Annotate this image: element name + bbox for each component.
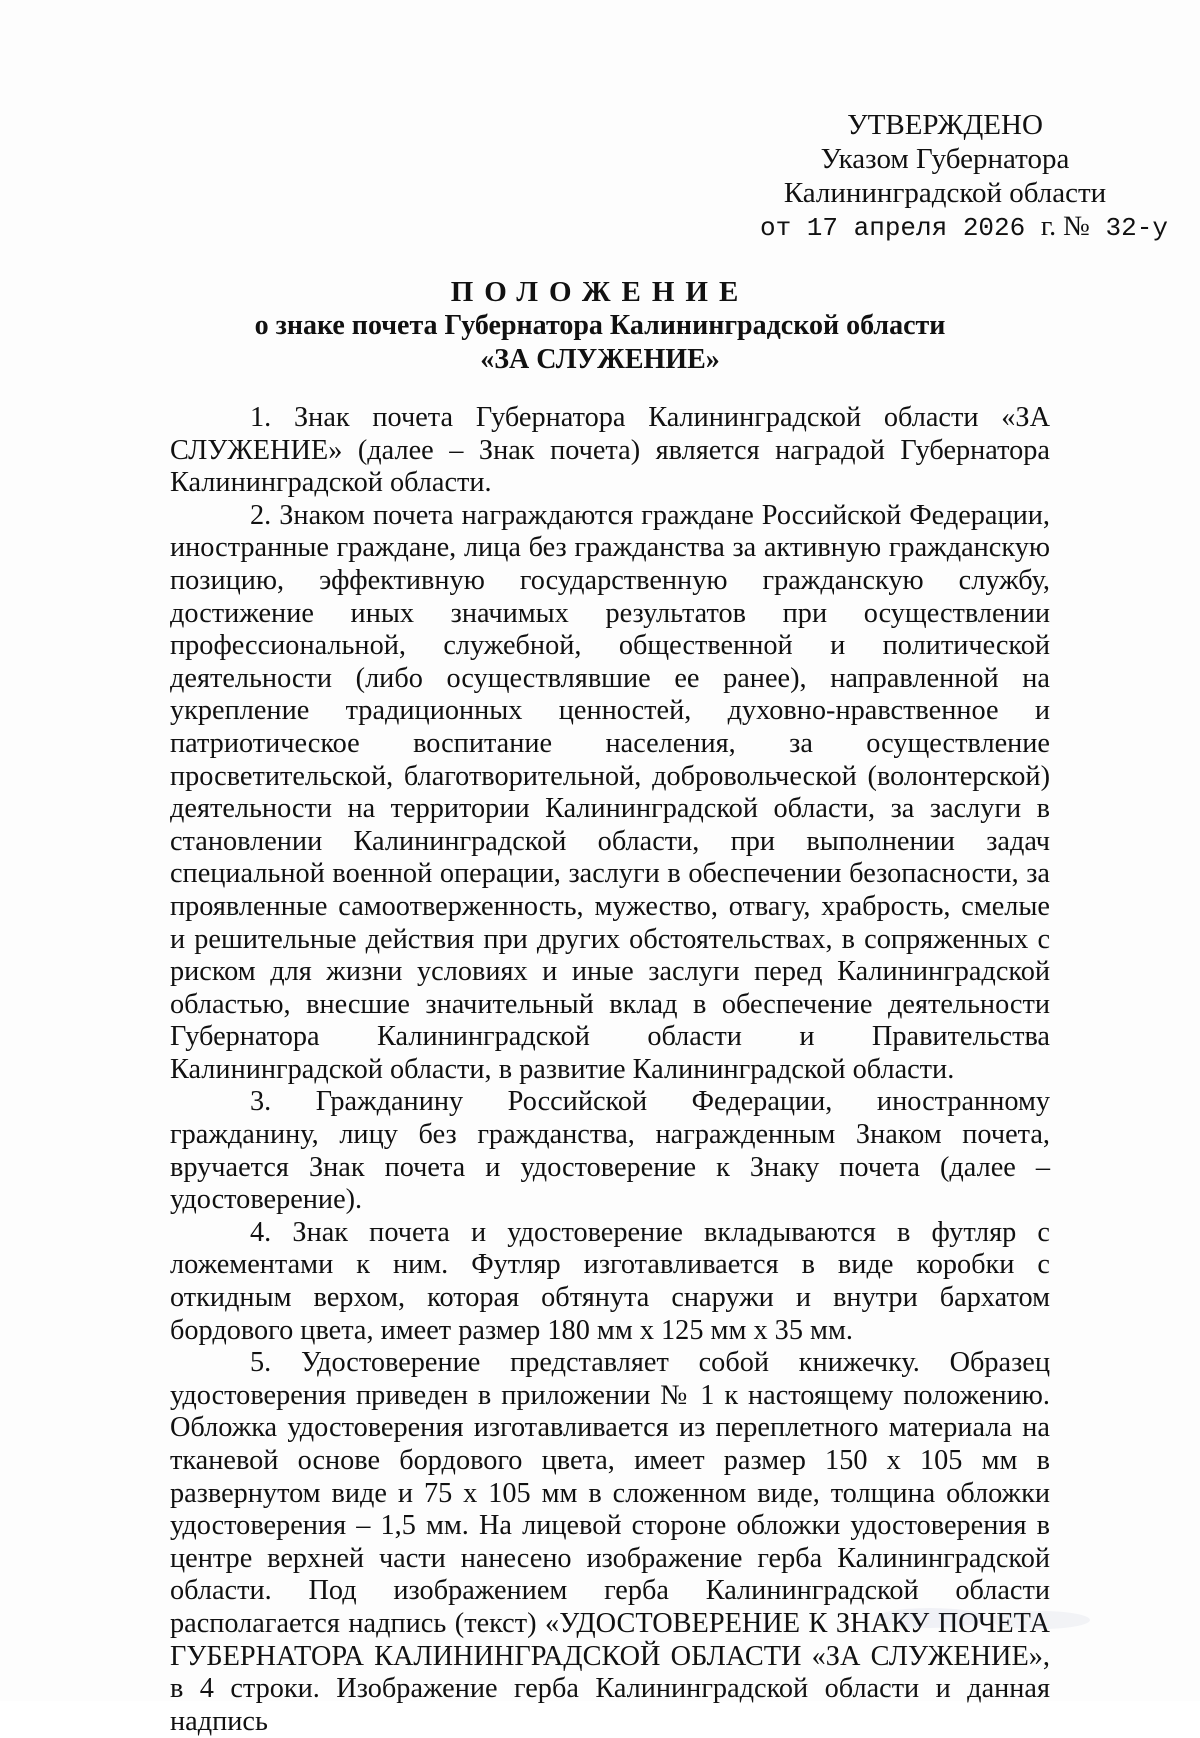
approval-date: от 17 апреля 2026 (760, 213, 1026, 243)
paragraph-5: 5. Удостоверение представляет собой книжечку. Образец удостоверения приведен в приложении № 1 к настоящему положению. Обложка удостоверения изготавливается из переплетного материала на тканевой основе бордового цвета, имеет размер 150 х 105 мм в развернутом виде и 75 х 105 мм в сложенном виде, толщина обложки удостоверения – 1,5 мм. На лицевой стороне обложки удостоверения в центре верхней части нанесено изображение герба Калининградской области. Под изображением герба Калининградской области располагается надпись (текст) «УДОСТОВЕРЕНИЕ К ЗНАКУ ПОЧЕТА ГУБЕРНАТОРА КАЛИНИНГРАДСКОЙ ОБЛАСТИ «ЗА СЛУЖЕНИЕ», в 4 строки. Изображение герба Калининградской области и данная надпись (170, 1347, 1050, 1737)
paragraph-1: 1. Знак почета Губернатора Калининградской области «ЗА СЛУЖЕНИЕ» (далее – Знак почета) является наградой Губернатора Калининградской области. (170, 402, 1050, 499)
approval-authority: Указом Губернатора (820, 143, 1070, 175)
document-body (170, 402, 1050, 1738)
approval-block (760, 108, 1168, 245)
title-award-name: «ЗА СЛУЖЕНИЕ» (480, 344, 720, 375)
approval-number-label: г. № (1040, 211, 1090, 242)
approval-date-line (760, 210, 1168, 245)
paragraph-2: 2. Знаком почета награждаются граждане Российской Федерации, иностранные граждане, лица без гражданства за активную гражданскую позицию, эффективную государственную гражданскую службу, достижение иных значимых результатов при осуществлении профессиональной, служебной, общественной и политической деятельности (либо осуществлявшие ее ранее), направленной на укрепление традиционных ценностей, духовно-нравственное и патриотическое воспитание населения, за осуществление просветительской, благотворительной, добровольческой (волонтерской) деятельности на территории Калининградской области, за заслуги в становлении Калининградской области, при выполнении задач специальной военной операции, заслуги в обеспечении безопасности, за проявленные самоотверженность, мужество, отвагу, храбрость, смелые и решительные действия при других обстоятельствах, в сопряженных с риском для жизни условиях и иные заслуги перед Калининградской областью, внесшие значительный вклад в обеспечение деятельности Губернатора Калининградской области и Правительства Калининградской области, в развитие Калининградской области. (170, 499, 1050, 1085)
title-subtitle: о знаке почета Губернатора Калининградской области (254, 310, 946, 341)
paragraph-4: 4. Знак почета и удостоверение вкладываются в футляр с ложементами к ним. Футляр изготавливается в виде коробки с откидным верхом, которая обтянута снаружи и внутри бархатом бордового цвета, имеет размер 180 мм х 125 мм х 35 мм. (170, 1216, 1050, 1346)
approval-region: Калининградской области (783, 177, 1107, 209)
title-heading: ПОЛОЖЕНИЕ (450, 276, 750, 308)
approval-heading: УТВЕРЖДЕНО (847, 109, 1043, 141)
approval-number: 32-у (1105, 213, 1168, 243)
document-title (150, 275, 1050, 377)
stamp-smudge-icon (870, 1600, 1100, 1636)
faint-stamp-mark (870, 1600, 1100, 1636)
paragraph-3: 3. Гражданину Российской Федерации, иностранному гражданину, лицу без гражданства, награжденным Знаком почета, вручается Знак почета и удостоверение к Знаку почета (далее – удостоверение). (170, 1086, 1050, 1216)
